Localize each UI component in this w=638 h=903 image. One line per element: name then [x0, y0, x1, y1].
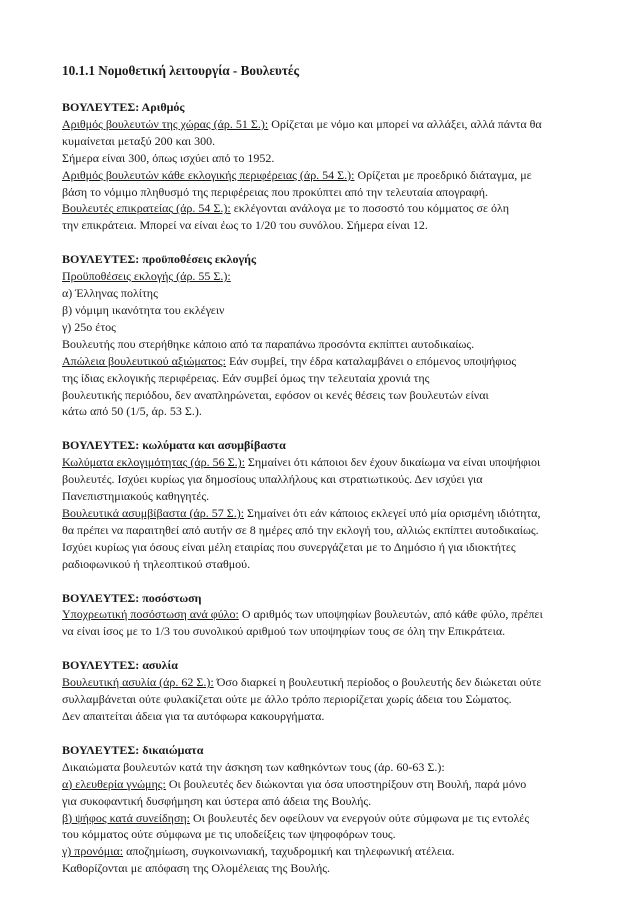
line-text: α) Έλληνας πολίτης: [62, 286, 158, 301]
section-number-of-mps: [62, 99, 582, 234]
text-line: [62, 691, 582, 708]
line-text: Ο αριθμός των υποψηφίων βουλευτών, από κάθε φύλο, πρέπει: [238, 607, 543, 622]
line-text: θα πρέπει να παραιτηθεί από αυτήν σε 8 ημέρες από την εκλογή του, αλλιώς εκπίπτει αυτοδικαίως.: [62, 522, 539, 537]
line-text: της ίδιας εκλογικής περιφέρειας. Εάν συμβεί όμως την τελευταία χρονιά της: [62, 370, 430, 385]
underlined-term: Βουλευτές επικρατείας (άρ. 54 Σ.):: [62, 201, 231, 216]
line-text: να είναι ίσος με το 1/3 του συνολικού αριθμού των υποψηφίων τους σε όλη την Επικράτεια.: [62, 624, 506, 639]
text-line: [62, 674, 582, 691]
text-line: [62, 826, 582, 843]
line-text: γ) 25ο έτος: [62, 319, 116, 334]
section-heading: ΒΟΥΛΕΥΤΕΣ: προϋποθέσεις εκλογής: [62, 252, 257, 267]
line-text: Καθορίζονται με απόφαση της Ολομέλειας της Βουλής.: [62, 861, 331, 876]
text-line: [62, 539, 582, 556]
text-line: [62, 184, 582, 201]
section-heading: ΒΟΥΛΕΥΤΕΣ: ποσόστωση: [62, 590, 202, 605]
line-text: Σημαίνει ότι κάποιοι δεν έχουν δικαίωμα να είναι υποψήφιοι: [244, 455, 541, 470]
line-text: Δεν απαιτείται άδεια για τα αυτόφωρα κακουργήματα.: [62, 709, 325, 723]
underlined-term: Κωλύματα εκλογιμότητας (άρ. 56 Σ.):: [62, 455, 245, 470]
text-line: [62, 522, 582, 539]
line-text: βουλευτικής περιόδου, δεν αναπληρώνεται, εφόσον οι κενές θέσεις των βουλευτών είναι: [62, 387, 489, 402]
text-line: [62, 471, 582, 488]
section-immunity: [62, 657, 582, 725]
line-text: Εάν συμβεί, την έδρα καταλαμβάνει ο επόμενος υποψήφιος: [226, 353, 517, 368]
section-heading: ΒΟΥΛΕΥΤΕΣ: ασυλία: [62, 658, 178, 673]
text-line: [62, 843, 582, 860]
document-page: [62, 62, 582, 894]
text-line: [62, 488, 582, 505]
page-title: 10.1.1 Νομοθετική λειτουργία - Βουλευτές: [62, 63, 300, 78]
text-line: [62, 759, 582, 776]
underlined-term: γ) προνόμια:: [62, 844, 124, 859]
text-line: [62, 133, 582, 150]
line-text: βάση το νόμιμο πληθυσμό της περιφέρειας που προκύπτει από την τελευταία απογραφή.: [62, 184, 489, 199]
line-text: βουλευτές. Ισχύει κυρίως για δημοσίους υπαλλήλους και στρατιωτικούς. Δεν ισχύει για: [62, 472, 483, 487]
line-text: Ορίζεται με προεδρικό διάταγμα, με: [354, 167, 532, 182]
section-heading: ΒΟΥΛΕΥΤΕΣ: Αριθμός: [62, 100, 185, 114]
underlined-term: Βουλευτική ασυλία (άρ. 62 Σ.):: [62, 675, 214, 690]
text-line: [62, 708, 582, 725]
section-quota: [62, 590, 582, 641]
line-text: Ισχύει κυρίως για όσους είναι μέλη εταιρίας που συνεργάζεται με το Δημόσιο ή για ιδιοκτήτες: [62, 539, 516, 554]
text-line: [62, 860, 582, 877]
line-text: συλλαμβάνεται ούτε φυλακίζεται ούτε με άλλο τρόπο περιορίζεται χωρίς άδεια του Σώματος.: [62, 692, 512, 707]
line-text: β) νόμιμη ικανότητα του εκλέγειν: [62, 302, 225, 317]
text-line: [62, 810, 582, 827]
line-text: κυμαίνεται μεταξύ 200 και 300.: [62, 133, 216, 148]
line-text: Οι βουλευτές δεν οφείλουν να ενεργούν ούτε σύμφωνα με τις εντολές: [190, 810, 530, 825]
text-line: [62, 606, 582, 623]
underlined-term: Βουλευτικά ασυμβίβαστα (άρ. 57 Σ.):: [62, 505, 245, 520]
line-text: αποζημίωση, συγκοινωνιακή, ταχυδρομική και τηλεφωνική ατέλεια.: [123, 844, 455, 859]
line-text: την επικράτεια. Μπορεί να είναι έως το 1/20 του συνόλου. Σήμερα είναι 12.: [62, 218, 428, 233]
text-line: [62, 370, 582, 387]
underlined-term: β) ψήφος κατά συνείδηση:: [62, 810, 191, 825]
text-line: [62, 336, 582, 353]
underlined-term: α) ελευθερία γνώμης:: [62, 776, 166, 791]
line-text: Σήμερα είναι 300, όπως ισχύει από το 1952.: [62, 150, 275, 165]
section-heading: ΒΟΥΛΕΥΤΕΣ: κωλύματα και ασυμβίβαστα: [62, 438, 286, 453]
underlined-term: Αριθμός βουλευτών της χώρας (άρ. 51 Σ.):: [62, 116, 269, 131]
text-line: [62, 116, 582, 133]
line-text: του κόμματος ούτε σύμφωνα με τις υποδείξεις των ψηφοφόρων τους.: [62, 827, 396, 842]
text-line: [62, 319, 582, 336]
text-line: [62, 623, 582, 640]
underlined-term: Υποχρεωτική ποσόστωση ανά φύλο:: [62, 607, 239, 622]
text-line: [62, 505, 582, 522]
text-line: [62, 200, 582, 217]
line-text: Πανεπιστημιακούς καθηγητές.: [62, 489, 210, 504]
section-heading: ΒΟΥΛΕΥΤΕΣ: δικαιώματα: [62, 742, 204, 757]
underlined-term: Προϋποθέσεις εκλογής (άρ. 55 Σ.):: [62, 269, 231, 284]
line-text: Όσο διαρκεί η βουλευτική περίοδος ο βουλευτής δεν διώκεται ούτε: [213, 675, 542, 690]
line-text: Βουλευτής που στερήθηκε κάποιο από τα παραπάνω προσόντα εκπίπτει αυτοδικαίως.: [62, 336, 475, 351]
text-line: [62, 454, 582, 471]
text-line: [62, 403, 582, 420]
line-text: για συκοφαντική δυσφήμηση και ύστερα από άδεια της Βουλής.: [62, 793, 372, 808]
text-line: [62, 150, 582, 167]
line-text: ραδιοφωνικού ή τηλεοπτικού σταθμού.: [62, 556, 251, 571]
line-text: εκλέγονται ανάλογα με το ποσοστό του κόμματος σε όλη: [230, 201, 510, 216]
line-text: Οι βουλευτές δεν διώκονται για όσα υποστηρίξουν στη Βουλή, παρά μόνο: [165, 776, 527, 791]
text-line: [62, 217, 582, 234]
line-text: Σημαίνει ότι εάν κάποιος εκλεγεί υπό μία ορισμένη ιδιότητα,: [244, 505, 541, 520]
text-line: [62, 776, 582, 793]
underlined-term: Απώλεια βουλευτικού αξιώματος:: [62, 353, 227, 368]
text-line: [62, 285, 582, 302]
underlined-term: Αριθμός βουλευτών κάθε εκλογικής περιφέρειας (άρ. 54 Σ.):: [62, 167, 355, 182]
text-line: [62, 268, 582, 285]
section-impediments: [62, 437, 582, 572]
text-line: [62, 387, 582, 404]
text-line: [62, 793, 582, 810]
section-rights: [62, 742, 582, 877]
line-text: Δικαιώματα βουλευτών κατά την άσκηση των καθηκόντων τους (άρ. 60-63 Σ.):: [62, 759, 445, 774]
line-text: Ορίζεται με νόμο και μπορεί να αλλάξει, αλλά πάντα θα: [268, 116, 542, 131]
line-text: κάτω από 50 (1/5, άρ. 53 Σ.).: [62, 404, 202, 419]
text-line: [62, 556, 582, 573]
section-eligibility: [62, 251, 582, 420]
text-line: [62, 302, 582, 319]
text-line: [62, 167, 582, 184]
text-line: [62, 353, 582, 370]
